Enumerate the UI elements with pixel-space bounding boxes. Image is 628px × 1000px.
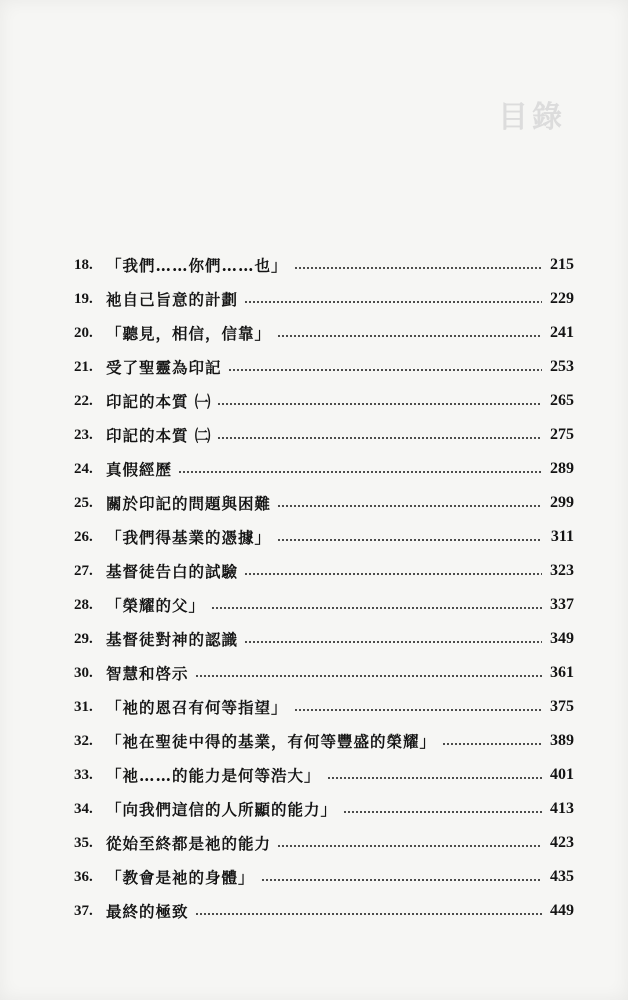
dot-leader xyxy=(277,335,542,337)
toc-entry[interactable] xyxy=(74,622,574,656)
entry-title: 受了聖靈為印記 xyxy=(106,358,222,377)
entry-number: 32. xyxy=(74,732,93,749)
entry-page-number: 337 xyxy=(550,596,574,613)
entry-number: 34. xyxy=(74,800,93,817)
entry-page-number: 323 xyxy=(550,562,574,579)
dot-leader xyxy=(217,437,542,439)
entry-title: 印記的本質 ㈡ xyxy=(106,426,212,445)
entry-page-number: 413 xyxy=(550,800,574,817)
entry-number: 18. xyxy=(74,256,93,273)
entry-page-number: 449 xyxy=(550,902,574,919)
toc-entry[interactable] xyxy=(74,248,574,282)
entry-number: 31. xyxy=(74,698,93,715)
dot-leader xyxy=(343,811,542,813)
toc-entry[interactable] xyxy=(74,894,574,928)
entry-title: 「榮耀的父」 xyxy=(106,596,206,615)
entry-page-number: 361 xyxy=(550,664,574,681)
dot-leader xyxy=(244,573,542,575)
entry-page-number: 375 xyxy=(550,698,574,715)
entry-number: 25. xyxy=(74,494,93,511)
toc-entry[interactable] xyxy=(74,656,574,690)
toc-entry[interactable] xyxy=(74,350,574,384)
entry-number: 20. xyxy=(74,324,93,341)
entry-number: 36. xyxy=(74,868,93,885)
entry-number: 21. xyxy=(74,358,93,375)
dot-leader xyxy=(277,505,542,507)
entry-number: 22. xyxy=(74,392,93,409)
entry-page-number: 423 xyxy=(550,834,574,851)
toc-entry[interactable] xyxy=(74,282,574,316)
toc-entry[interactable] xyxy=(74,758,574,792)
toc-entry[interactable] xyxy=(74,792,574,826)
dot-leader xyxy=(294,709,542,711)
entry-title: 從始至終都是祂的能力 xyxy=(106,834,272,853)
entry-page-number: 289 xyxy=(550,460,574,477)
toc-entry[interactable] xyxy=(74,826,574,860)
entry-title: 印記的本質 ㈠ xyxy=(106,392,212,411)
entry-number: 37. xyxy=(74,902,93,919)
dot-leader xyxy=(327,777,542,779)
dot-leader xyxy=(277,539,542,541)
toc-entry[interactable] xyxy=(74,690,574,724)
table-of-contents xyxy=(74,248,574,928)
toc-entry[interactable] xyxy=(74,724,574,758)
dot-leader xyxy=(228,369,542,371)
toc-entry[interactable] xyxy=(74,860,574,894)
entry-page-number: 275 xyxy=(550,426,574,443)
toc-entry[interactable] xyxy=(74,554,574,588)
toc-entry[interactable] xyxy=(74,418,574,452)
entry-page-number: 435 xyxy=(550,868,574,885)
dot-leader xyxy=(294,267,542,269)
toc-entry[interactable] xyxy=(74,452,574,486)
dot-leader xyxy=(244,641,542,643)
entry-number: 24. xyxy=(74,460,93,477)
entry-number: 35. xyxy=(74,834,93,851)
entry-number: 27. xyxy=(74,562,93,579)
entry-title: 真假經歷 xyxy=(106,460,173,479)
entry-page-number: 401 xyxy=(550,766,574,783)
dot-leader xyxy=(277,845,542,847)
dot-leader xyxy=(178,471,542,473)
entry-title: 祂自己旨意的計劃 xyxy=(106,290,239,309)
entry-title: 關於印記的問題與困難 xyxy=(106,494,272,513)
entry-number: 26. xyxy=(74,528,93,545)
entry-title: 基督徒對神的認識 xyxy=(106,630,239,649)
entry-title: 智慧和啓示 xyxy=(106,664,189,683)
entry-number: 33. xyxy=(74,766,93,783)
toc-entry[interactable] xyxy=(74,486,574,520)
entry-page-number: 311 xyxy=(550,528,574,545)
bleed-through-heading: 目錄 xyxy=(498,100,566,135)
entry-page-number: 389 xyxy=(550,732,574,749)
dot-leader xyxy=(244,301,542,303)
entry-title: 最終的極致 xyxy=(106,902,189,921)
entry-title: 「我們……你們……也」 xyxy=(106,256,288,275)
entry-title: 基督徒告白的試驗 xyxy=(106,562,239,581)
entry-title: 「祂……的能力是何等浩大」 xyxy=(106,766,321,785)
dot-leader xyxy=(261,879,542,881)
entry-title: 「聽見，相信，信靠」 xyxy=(106,324,272,343)
entry-page-number: 299 xyxy=(550,494,574,511)
entry-number: 28. xyxy=(74,596,93,613)
toc-entry[interactable] xyxy=(74,384,574,418)
dot-leader xyxy=(217,403,542,405)
entry-page-number: 265 xyxy=(550,392,574,409)
toc-entry[interactable] xyxy=(74,520,574,554)
entry-title: 「我們得基業的憑據」 xyxy=(106,528,272,547)
entry-number: 30. xyxy=(74,664,93,681)
toc-entry[interactable] xyxy=(74,316,574,350)
dot-leader xyxy=(211,607,542,609)
entry-page-number: 215 xyxy=(550,256,574,273)
entry-page-number: 253 xyxy=(550,358,574,375)
entry-number: 29. xyxy=(74,630,93,647)
entry-number: 23. xyxy=(74,426,93,443)
toc-entry[interactable] xyxy=(74,588,574,622)
entry-page-number: 349 xyxy=(550,630,574,647)
entry-title: 「祂的恩召有何等指望」 xyxy=(106,698,288,717)
entry-title: 「教會是祂的身體」 xyxy=(106,868,255,887)
entry-number: 19. xyxy=(74,290,93,307)
dot-leader xyxy=(195,675,542,677)
entry-page-number: 241 xyxy=(550,324,574,341)
dot-leader xyxy=(442,743,542,745)
entry-page-number: 229 xyxy=(550,290,574,307)
dot-leader xyxy=(195,913,542,915)
entry-title: 「祂在聖徒中得的基業，有何等豐盛的榮耀」 xyxy=(106,732,437,751)
entry-title: 「向我們這信的人所顯的能力」 xyxy=(106,800,338,819)
